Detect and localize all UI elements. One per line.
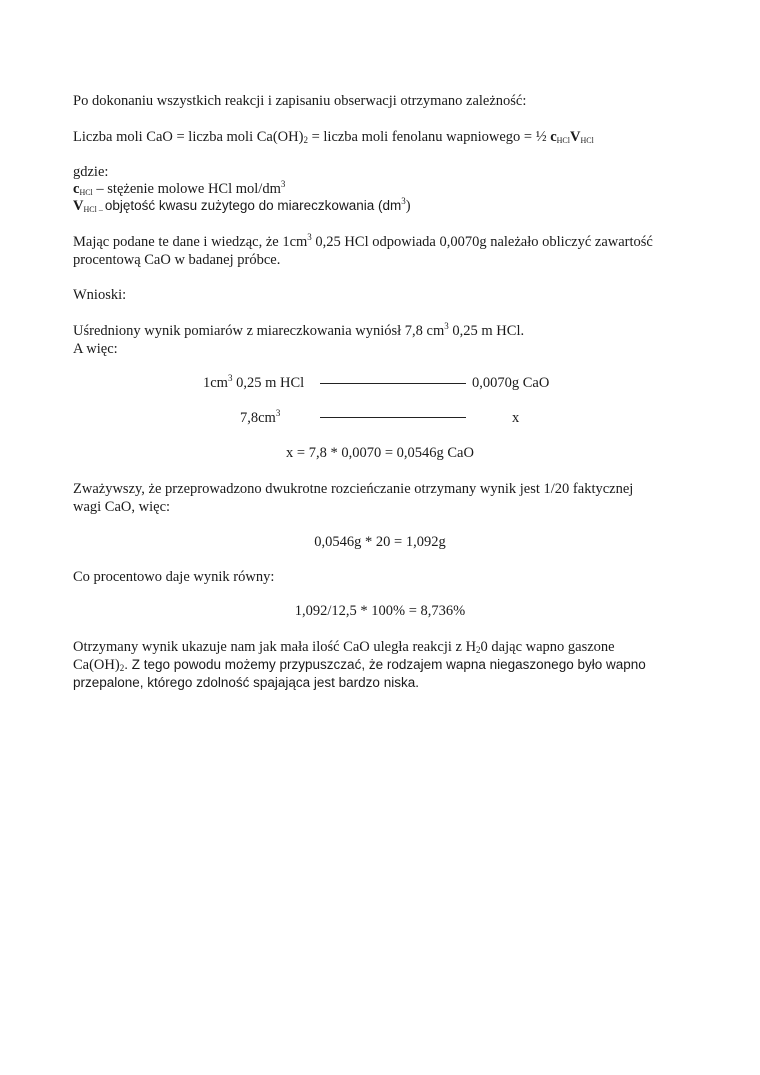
proportion-row2-left [240,409,280,427]
given-sup: 3 [307,232,312,242]
definition-v-text: objętość kwasu zużytego do miareczkowania (dm [104,198,402,213]
final-text-2b: . Z tego powodu możemy przypuszczać, że rodzajem wapna niegaszonego było wapno [124,657,646,672]
final-text-1b: 0 dając wapno gaszone [480,639,615,655]
definition-c-text: – stężenie molowe HCl mol/dm [92,181,281,197]
final-sub-1: 2 [476,645,481,655]
result-line-2: A więc: [73,341,118,357]
definition-c [73,180,285,198]
definition-c-sup: 3 [280,179,286,189]
moles-equation [73,128,594,146]
proportion-row1-left-b: 0,25 m HCl [232,375,305,391]
final-line-1 [73,638,615,656]
definition-v [73,197,411,215]
proportion-row2-rule [320,417,466,418]
percent-label: Co procentowo daje wynik równy: [73,569,275,585]
given-text-b: 0,25 HCl odpowiada 0,0070g należało obliczyć zawartość [311,234,653,250]
where-label: gdzie: [73,164,109,180]
definition-c-sub: HCl [79,188,93,197]
intro-paragraph: Po dokonaniu wszystkich reakcji i zapisaniu obserwacji otrzymano zależność: [73,93,527,109]
calculation-percent: 1,092/12,5 * 100% = 8,736% [294,603,466,619]
given-line-2: procentową CaO w badanej próbce. [73,252,281,268]
proportion-row2-sup: 3 [275,408,281,418]
final-line-3: przepalone, którego zdolność spajająca jest bardzo niska. [73,675,419,690]
result-text-b: 0,25 m HCl. [448,323,525,339]
proportion-row1-left [203,374,304,392]
dilution-line-1: Zważywszy, że przeprowadzono dwukrotne rozcieńczanie otrzymany wynik jest 1/20 faktycznej [73,481,634,497]
equation-sub-2: 2 [303,135,308,145]
dilution-line-2: wagi CaO, więc: [73,499,171,515]
final-text-2a: Ca(OH) [73,657,120,673]
equation-c-sub: HCl [556,136,570,145]
final-line-2 [73,656,646,674]
proportion-row1-right: 0,0070g CaO [472,375,550,391]
result-sup: 3 [444,321,449,331]
definition-v-sub: HCl – [83,205,105,214]
equation-text-1: Liczba moli CaO = liczba moli Ca(OH) [73,129,304,145]
equation-c-symbol: c [550,129,557,145]
definition-v-symbol: V [73,198,84,214]
given-text-a: Mając podane te dane i wiedząc, że 1cm [73,234,308,250]
definition-v-end: ) [405,198,411,214]
proportion-row2-right: x [512,410,520,426]
calculation-x: x = 7,8 * 0,0070 = 0,0546g CaO [286,445,474,461]
proportion-row2-left-a: 7,8cm [240,410,276,426]
equation-v-sub: HCl [580,136,594,145]
final-text-1a: Otrzymany wynik ukazuje nam jak mała ilość CaO uległa reakcji z H [73,639,477,655]
definition-c-symbol: c [73,181,80,197]
proportion-row1-left-a: 1cm [203,375,228,391]
result-text-a: Uśredniony wynik pomiarów z miareczkowania wyniósł 7,8 cm [73,323,445,339]
equation-text-2: = liczba moli fenolanu wapniowego = ½ [307,129,551,145]
conclusions-heading: Wnioski: [73,287,127,303]
proportion-row1-rule [320,383,466,384]
proportion-row1-sup: 3 [227,373,233,383]
result-line-1 [73,322,524,340]
given-line-1 [73,233,653,251]
final-sub-2: 2 [119,663,125,673]
equation-v-symbol: V [570,129,581,145]
calculation-mass: 0,0546g * 20 = 1,092g [314,534,446,550]
definition-v-sup: 3 [401,196,406,206]
